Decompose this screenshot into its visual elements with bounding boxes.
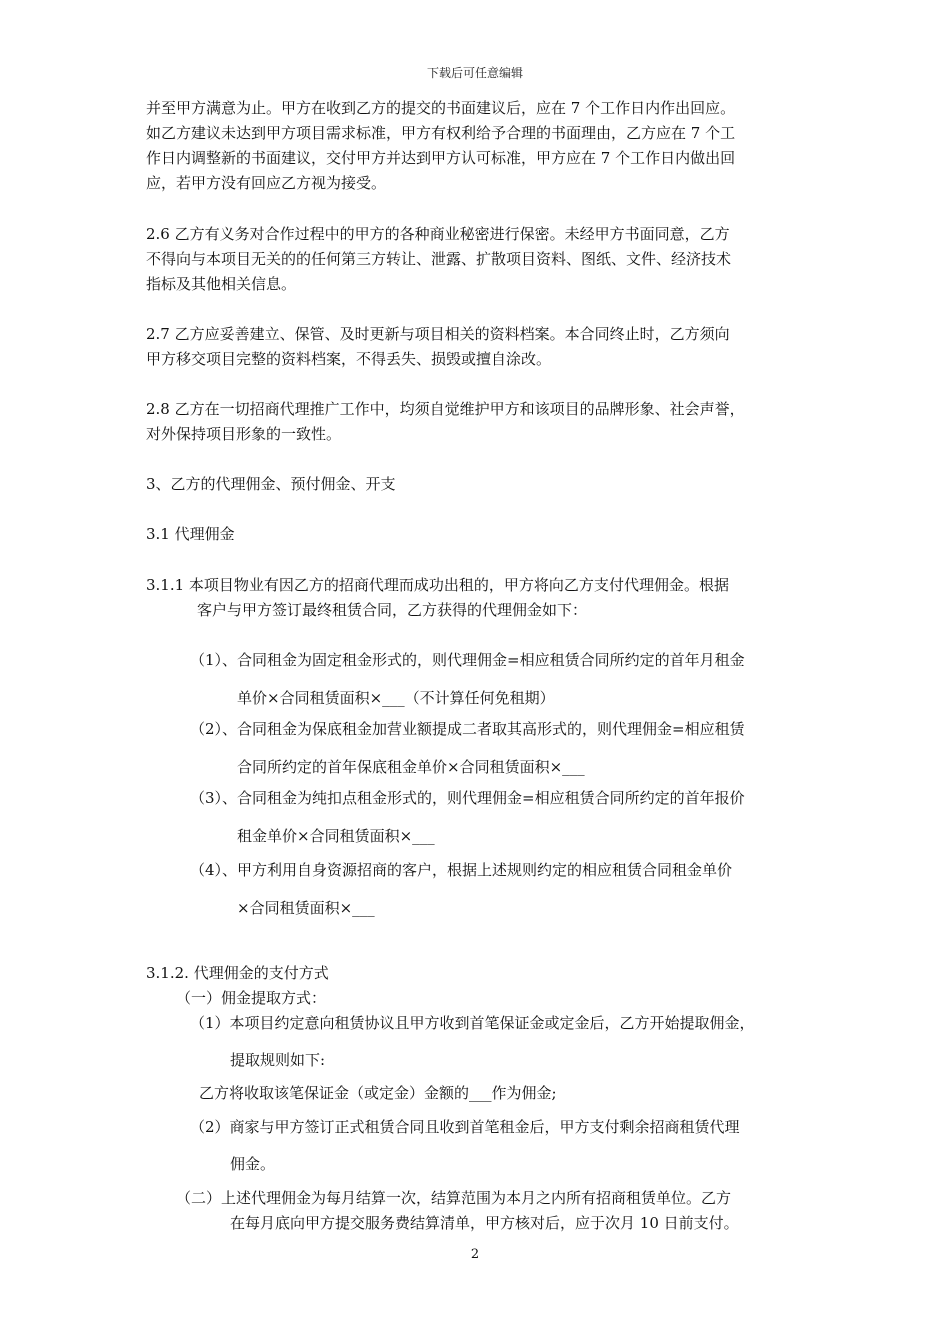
clause-2-6-line: 2.6 乙方有义务对合作过程中的甲方的各种商业秘密进行保密。未经甲方书面同意，乙方 (146, 225, 730, 243)
page-number: 2 (470, 1247, 480, 1262)
payment-method-1: （一）佣金提取方式： (176, 989, 327, 1007)
paragraph-line: 作日内调整新的书面建议，交付甲方并达到甲方认可标准，甲方应在 7 个工作日内做出回 (146, 149, 736, 167)
clause-3-1-2-heading: 3.1.2. 代理佣金的支付方式 (146, 964, 329, 982)
clause-2-8-line: 对外保持项目形象的一致性。 (146, 425, 342, 443)
payment-rule-1: （1）本项目约定意向租赁协议且甲方收到首笔保证金或定金后，乙方开始提取佣金， (190, 1014, 755, 1032)
payment-rule-1-cont: 提取规则如下: (230, 1051, 326, 1069)
payment-rule-2-cont: 佣金。 (230, 1155, 276, 1173)
commission-item-1-cont: 单价×合同租赁面积×___（不计算任何免租期） (237, 689, 555, 707)
payment-rule-1-detail: 乙方将收取该笔保证金（或定金）金额的___作为佣金; (199, 1084, 557, 1102)
clause-2-6-line: 指标及其他相关信息。 (146, 275, 297, 293)
commission-item-4: （4）、甲方利用自身资源招商的客户，根据上述规则约定的相应租赁合同租金单价 (190, 861, 733, 879)
commission-item-3: （3）、合同租金为纯扣点租金形式的，则代理佣金=相应租赁合同所约定的首年报价 (190, 789, 745, 807)
payment-method-2-cont: 在每月底向甲方提交服务费结算清单，甲方核对后，应于次月 10 日前支付。 (230, 1214, 739, 1232)
clause-2-8-line: 2.8 乙方在一切招商代理推广工作中，均须自觉维护甲方和该项目的品牌形象、社会声誉， (146, 400, 745, 418)
commission-item-3-cont: 租金单价×合同租赁面积×___ (237, 827, 435, 845)
payment-method-2: （二）上述代理佣金为每月结算一次，结算范围为本月之内所有招商租赁单位。乙方 (176, 1189, 732, 1207)
commission-item-4-cont: ×合同租赁面积×___ (237, 899, 375, 917)
clause-2-7-line: 甲方移交项目完整的资料档案，不得丢失、损毁或擅自涂改。 (146, 350, 552, 368)
commission-item-2: （2）、合同租金为保底租金加营业额提成二者取其高形式的，则代理佣金=相应租赁 (190, 720, 745, 738)
commission-item-1: （1）、合同租金为固定租金形式的，则代理佣金=相应租赁合同所约定的首年月租金 (190, 651, 745, 669)
paragraph-line: 应，若甲方没有回应乙方视为接受。 (146, 174, 387, 192)
paragraph-line: 并至甲方满意为止。甲方在收到乙方的提交的书面建议后，应在 7 个工作日内作出回应。 (146, 99, 736, 117)
page-header: 下载后可任意编辑 (426, 66, 523, 80)
clause-2-6-line: 不得向与本项目无关的的任何第三方转让、泄露、扩散项目资料、图纸、文件、经济技术 (146, 250, 732, 268)
section-3-1-heading: 3.1 代理佣金 (146, 525, 235, 543)
clause-3-1-1-line: 3.1.1 本项目物业有因乙方的招商代理而成功出租的，甲方将向乙方支付代理佣金。根据 (146, 576, 729, 594)
section-3-heading: 3、乙方的代理佣金、预付佣金、开支 (146, 475, 396, 493)
clause-3-1-1-line: 客户与甲方签订最终租赁合同，乙方获得的代理佣金如下： (197, 601, 588, 619)
paragraph-line: 如乙方建议未达到甲方项目需求标准，甲方有权利给予合理的书面理由，乙方应在 7 个工 (146, 124, 736, 142)
commission-item-2-cont: 合同所约定的首年保底租金单价×合同租赁面积×___ (237, 758, 585, 776)
clause-2-7-line: 2.7 乙方应妥善建立、保管、及时更新与项目相关的资料档案。本合同终止时，乙方须向 (146, 325, 730, 343)
payment-rule-2: （2）商家与甲方签订正式租赁合同且收到首笔租金后，甲方支付剩余招商租赁代理 (190, 1118, 740, 1136)
